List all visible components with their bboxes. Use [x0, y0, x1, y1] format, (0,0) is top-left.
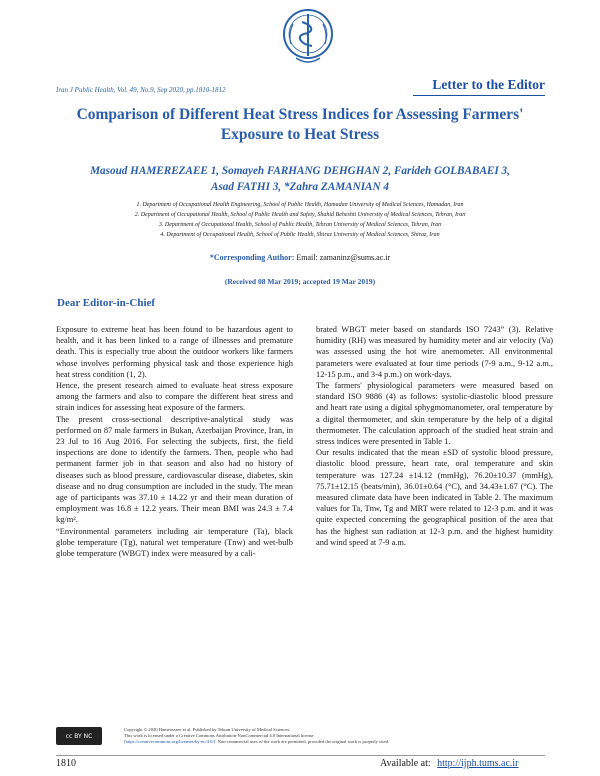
corresponding-author — [50, 253, 550, 262]
body-paragraph: The farmers' physiological parameters were measured based on standard ISO 9886 (4) as follows: systolic-diastolic blood pressure and heart rate using a digital sphygmomanometer, oral temperature by a digital thermometer, and skin temperature by the help of a digital thermometer. The calculation approach of the studied heat strain and stress indices were presented in Table 1. — [316, 381, 553, 447]
creative-commons-badge: cc BY NC — [56, 727, 102, 745]
availability — [380, 758, 519, 769]
journal-reference: Iran J Public Health, Vol. 49, No.9, Sep 2020, pp.1810-1812 — [56, 86, 226, 94]
article-title: Comparison of Different Heat Stress Indices for Assessing Farmers' Exposure to Heat Stress — [76, 106, 524, 143]
affiliation-item: 1. Department of Occupational Health Engineering, School of Public Health, Hamadan University of Medical Sciences, Hamadan, Iran — [136, 202, 464, 208]
journal-url-link[interactable]: http://ijph.tums.ac.ir — [437, 758, 519, 769]
corresponding-email[interactable]: Email: zamaninz@sums.ac.ir — [296, 253, 391, 262]
affiliation-list — [40, 200, 560, 240]
body-paragraph: Our results indicated that the mean ±SD of systolic blood pressure, diastolic blood pressure, heart rate, oral temperature and skin temperature was 127.24 ±14.12 (mmHg), 76.20±10.37 (mmHg), 75.71±12.15 (beats/min), 36.01±0.64 (°C), and 34.43±1.67 (°C). The measured climate data have been indicated in Table 2. The maximum values for Ta, Tnw, Tg and MRT were related to 12-3 p.m. and it was quite expected concerning the geographical position of the area that has the highest sun radiation at 12-3 p.m. and the highest humidity and wind speed at 7-9 a.m. — [316, 448, 553, 547]
body-paragraph: The present cross-sectional descriptive-analytical study was performed on 87 male farmers in Bukan, Azerbaijan Province, Iran, in 23 Jul to 16 Aug 2016. For selecting the subjects, first, the field inspections are done to identify the farmers. Then, people who had permanent farmer job in that season and also had no history of diseases such as blood pressure, cardiovascular disease, diabetes, skin disease and no drug consumption are included in the study. The mean age of participants was 37.10 ± 14.22 yr and their mean duration of employment was 16.8 ± 12.2 years. Their mean BMI was 24.3 ± 7.4 kg/m². — [56, 414, 293, 525]
corresponding-label: *Corresponding Author: — [209, 253, 295, 262]
copyright-line: Copyright © 2020 Hamerezaee et al. Published by Tehran University of Medical Sciences. — [124, 727, 291, 732]
author-line-1: Masoud HAMEREZAEE 1, Somayeh FARHANG DEHGHAN 2, Farideh GOLBABAEI 3, — [90, 165, 510, 177]
body-column-right — [316, 324, 553, 548]
license-line-2 — [124, 739, 544, 745]
affiliation-item: 3. Department of Occupational Health, School of Public Health, Tehran University of Medical Sciences, Tehran, Iran — [158, 222, 442, 228]
received-dates: (Received 08 Mar 2019; accepted 19 Mar 2019) — [224, 277, 376, 286]
body-paragraph: “Environmental parameters including air temperature (Ta), black globe temperature (Tg), natural wet temperature (Tnw) and wet-bulb globe temperature (WBGT) index were measured by a cali- — [56, 526, 293, 559]
author-list — [50, 163, 550, 195]
affiliation-item: 2. Department of Occupational Health, School of Public Health and Safety, Shahid Beheshti University of Medical Sciences, Tehran, Iran — [134, 212, 466, 218]
affiliation-item: 4. Department of Occupational Health, School of Public Health, Shiraz University of Medical Sciences, Shiraz, Iran — [160, 232, 440, 238]
body-column-left — [56, 324, 293, 559]
license-terms: Non-commercial uses of the work are permitted, provided the original work is properly cited. — [217, 739, 390, 744]
copyright-notice — [124, 727, 544, 745]
page-number: 1810 — [56, 758, 76, 769]
license-link[interactable]: (https://creativecommons.org/licenses/by-nc/4.0/). — [124, 739, 217, 744]
body-paragraph: brated WBGT meter based on standards ISO 7243” (3). Relative humidity (RH) was measured by humidity meter and air velocity (Va) was assessed using the hot wire anemometer. All environmental parameters were evaluated at four time periods (7-9 a.m., 9-12 a.m., 12-15 p.m., and 3-4 p.m.) on work-days. — [316, 325, 553, 379]
body-paragraph: Hence, the present research aimed to evaluate heat stress exposure among the farmers and also to compare the different heat stress and strain indices for assessing heat exposure of the farmers. — [56, 381, 293, 413]
body-paragraph: Exposure to extreme heat has been found to be hazardous agent to health, and it has been linked to a range of illnesses and premature death. This is especially true about the outdoor workers like farmers whose involves performing physical task and those experience high heat stress condition (1, 2). — [56, 325, 293, 379]
article-type-label: Letter to the Editor — [413, 77, 545, 96]
footer-divider — [56, 755, 545, 756]
salutation-heading: Dear Editor-in-Chief — [57, 297, 156, 309]
available-label: Available at: — [380, 758, 431, 769]
license-line: This work is licensed under a Creative Commons Attribution-NonCommercial 4.0 International license — [124, 733, 314, 738]
journal-logo — [282, 4, 334, 72]
author-line-2: Asad FATHI 3, *Zahra ZAMANIAN 4 — [210, 181, 389, 193]
